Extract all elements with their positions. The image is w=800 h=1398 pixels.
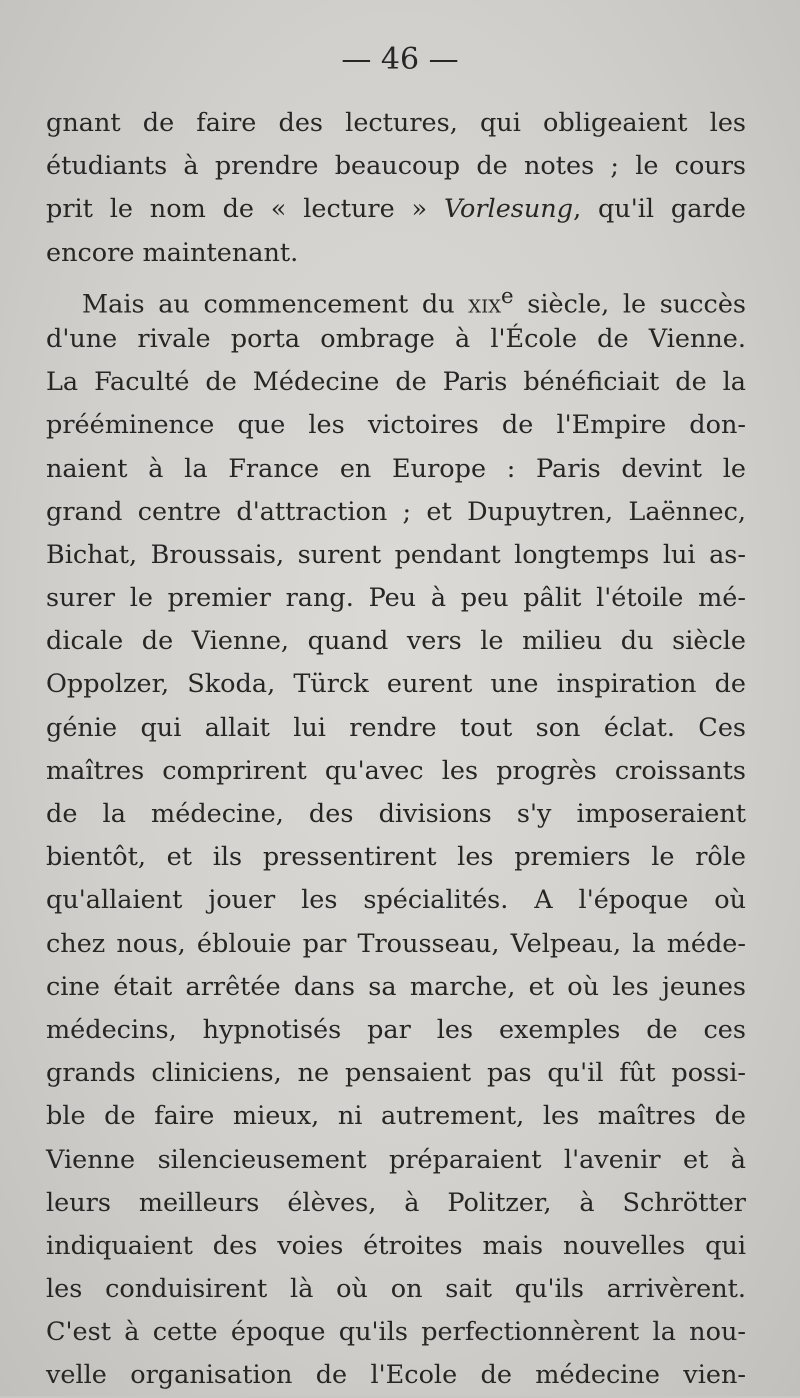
text-segment: prit le nom de « lecture »: [46, 194, 444, 225]
text-segment: siècle, le succès: [513, 289, 746, 320]
page-number: — 46 —: [341, 42, 459, 77]
text-line: dicale de Vienne, quand vers le milieu du siècle: [46, 626, 746, 657]
text-line: qu'allaient jouer les spécialités. A l'époque où: [46, 885, 746, 916]
text-line: velle organisation de l'Ecole de médecine vien-: [46, 1360, 746, 1391]
text-line: La Faculté de Médecine de Paris bénéficiait de la: [46, 367, 746, 398]
text-line: gnant de faire des lectures, qui obligeaient les: [46, 108, 746, 138]
text-line: prééminence que les victoires de l'Empire don-: [46, 410, 746, 441]
text-line: [46, 275, 746, 318]
text-line: chez nous, éblouie par Trousseau, Velpeau, la méde-: [46, 928, 746, 959]
text-line: C'est à cette époque qu'ils perfectionnèrent la nou-: [46, 1317, 746, 1348]
body-text: [46, 102, 746, 1398]
text-line: ble de faire mieux, ni autrement, les maîtres de: [46, 1101, 746, 1132]
text-line: médecins, hypnotisés par les exemples de ces: [46, 1014, 746, 1045]
superscript: e: [501, 283, 514, 309]
text-line: grand centre d'attraction ; et Dupuytren, Laënnec,: [46, 496, 746, 527]
text-line: cine était arrêtée dans sa marche, et où les jeunes: [46, 971, 746, 1002]
text-segment: , qu'il garde: [573, 194, 746, 225]
roman-numeral: xix: [468, 289, 502, 320]
text-line: surer le premier rang. Peu à peu pâlit l'étoile mé-: [46, 583, 746, 614]
text-line: d'une rivale porta ombrage à l'École de Vienne.: [46, 323, 746, 354]
text-line: naient à la France en Europe : Paris devint le: [46, 453, 746, 484]
text-line: génie qui allait lui rendre tout son éclat. Ces: [46, 712, 746, 743]
text-line: Vienne silencieusement préparaient l'avenir et à: [46, 1144, 746, 1175]
text-line: maîtres comprirent qu'avec les progrès croissants: [46, 755, 746, 786]
text-line: les conduisirent là où on sait qu'ils arrivèrent.: [46, 1274, 746, 1305]
text-line: [46, 188, 746, 231]
text-line: Oppolzer, Skoda, Türck eurent une inspiration de: [46, 669, 746, 700]
text-line: Bichat, Broussais, surent pendant longtemps lui as-: [46, 539, 746, 570]
text-line: étudiants à prendre beaucoup de notes ; le cours: [46, 151, 746, 182]
text-line: encore maintenant.: [46, 237, 299, 268]
text-line: bientôt, et ils pressentirent les premiers le rôle: [46, 842, 746, 873]
italic-term: Vorlesung: [443, 194, 574, 225]
text-line: grands cliniciens, ne pensaient pas qu'il fût possi-: [46, 1058, 746, 1089]
text-line: leurs meilleurs élèves, à Politzer, à Schrötter: [46, 1187, 746, 1218]
text-line: de la médecine, des divisions s'y imposeraient: [46, 799, 746, 829]
text-segment: Mais au commencement du: [82, 289, 469, 320]
text-line: indiquaient des voies étroites mais nouvelles qui: [46, 1230, 746, 1261]
